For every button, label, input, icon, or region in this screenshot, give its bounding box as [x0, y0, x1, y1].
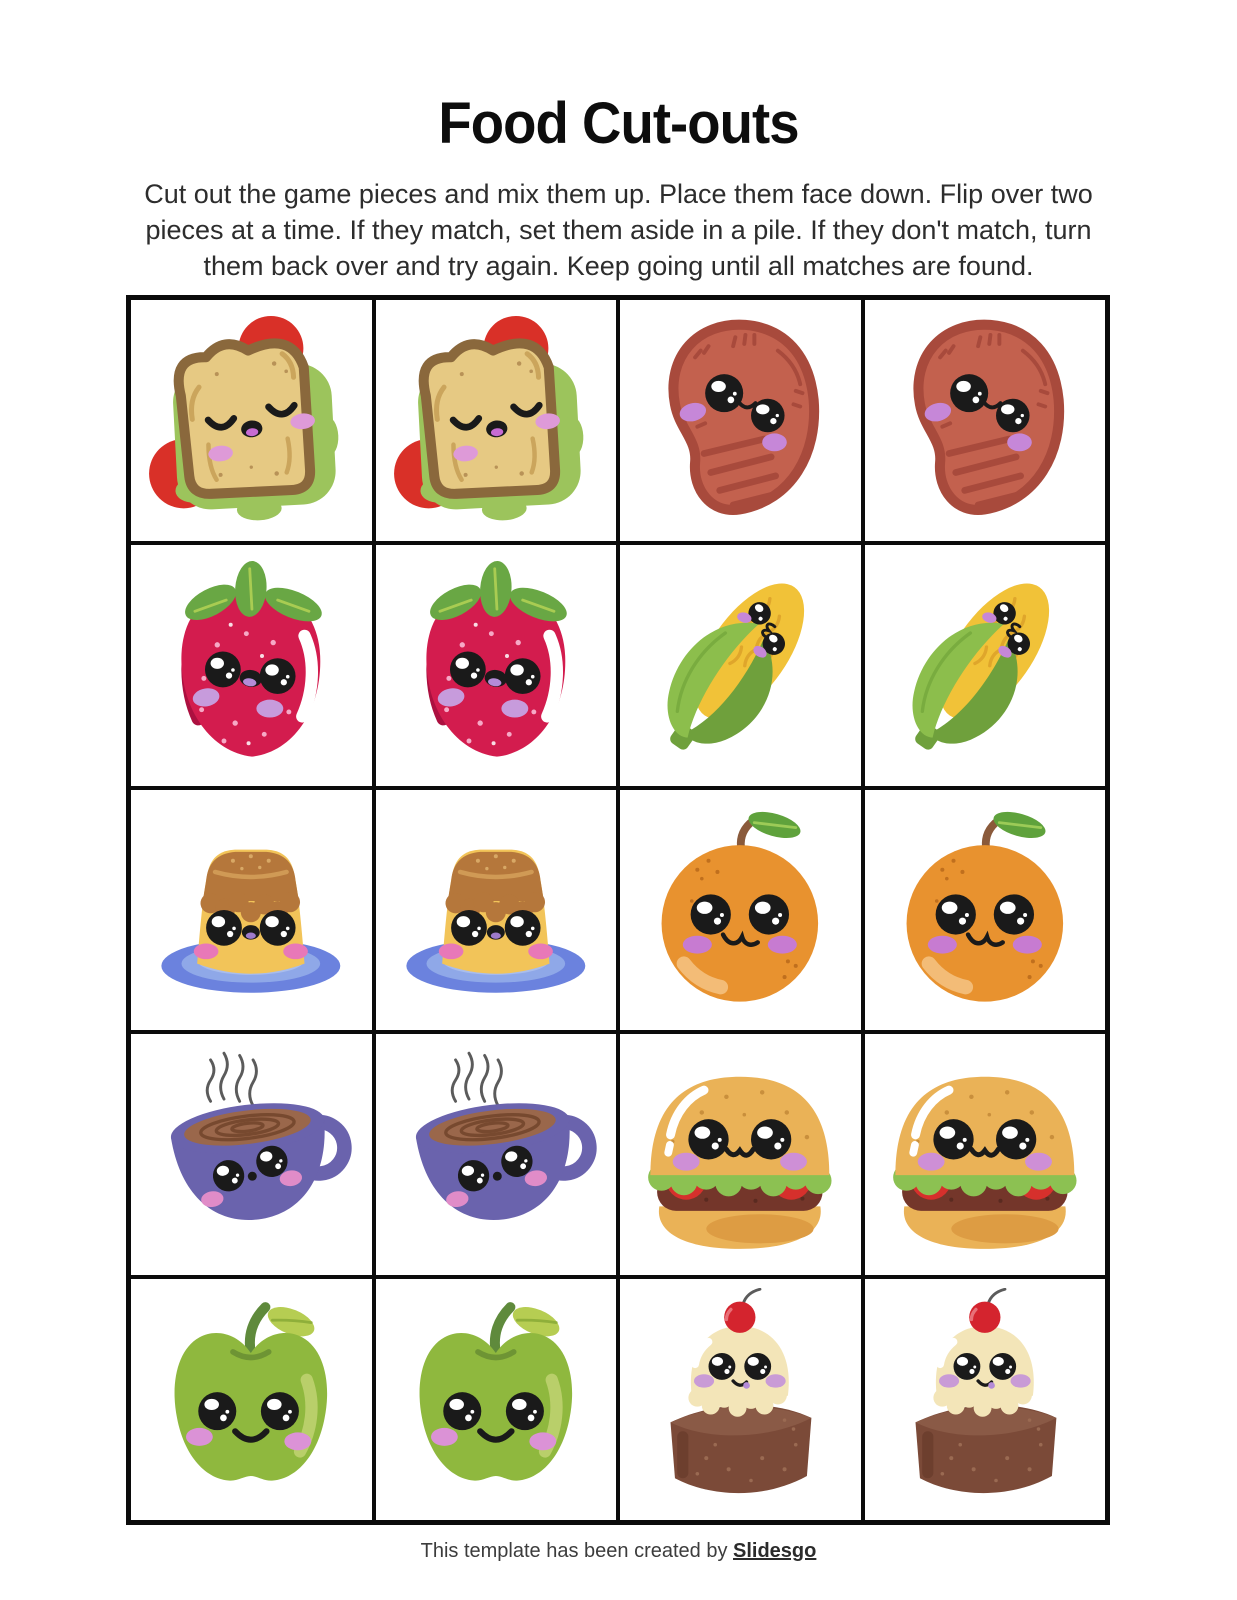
- footer-text: This template has been created by: [420, 1540, 734, 1562]
- instructions-line: them back over and try again. Keep going until all matches are found.: [203, 251, 1034, 281]
- corn-icon: [873, 553, 1097, 777]
- card-brownie: [618, 1277, 863, 1522]
- card-flan: [129, 788, 374, 1033]
- card-corn: [618, 543, 863, 788]
- card-burger: [618, 1032, 863, 1277]
- card-meat: [863, 298, 1108, 543]
- orange-icon: [873, 798, 1097, 1022]
- cutout-grid: [126, 295, 1110, 1525]
- card-sandwich: [374, 298, 619, 543]
- burger-icon: [873, 1043, 1097, 1267]
- coffee-cup-icon: [139, 1043, 363, 1267]
- card-brownie: [863, 1277, 1108, 1522]
- card-sandwich: [129, 298, 374, 543]
- slidesgo-link[interactable]: Slidesgo: [733, 1540, 817, 1562]
- instructions-line: Cut out the game pieces and mix them up. Place them face down. Flip over two: [144, 179, 1093, 209]
- footer: [0, 1540, 1237, 1563]
- flan-icon: [384, 798, 608, 1022]
- meat-icon: [873, 308, 1097, 532]
- meat-icon: [628, 308, 852, 532]
- page-title: Food Cut-outs: [438, 91, 799, 156]
- instructions-line: pieces at a time. If they match, set them aside in a pile. If they don't match, turn: [145, 215, 1092, 245]
- sandwich-icon: [139, 308, 363, 532]
- card-meat: [618, 298, 863, 543]
- card-strawberry: [129, 543, 374, 788]
- card-apple: [374, 1277, 619, 1522]
- card-burger: [863, 1032, 1108, 1277]
- instructions: [0, 176, 1237, 284]
- card-orange: [863, 788, 1108, 1033]
- strawberry-icon: [139, 553, 363, 777]
- orange-icon: [628, 798, 852, 1022]
- card-corn: [863, 543, 1108, 788]
- brownie-ice-cream-icon: [628, 1288, 852, 1512]
- flan-icon: [139, 798, 363, 1022]
- sandwich-icon: [384, 308, 608, 532]
- card-orange: [618, 788, 863, 1033]
- green-apple-icon: [384, 1288, 608, 1512]
- card-flan: [374, 788, 619, 1033]
- burger-icon: [628, 1043, 852, 1267]
- coffee-cup-icon: [384, 1043, 608, 1267]
- card-strawberry: [374, 543, 619, 788]
- green-apple-icon: [139, 1288, 363, 1512]
- corn-icon: [628, 553, 852, 777]
- card-coffee: [374, 1032, 619, 1277]
- card-apple: [129, 1277, 374, 1522]
- card-coffee: [129, 1032, 374, 1277]
- strawberry-icon: [384, 553, 608, 777]
- brownie-ice-cream-icon: [873, 1288, 1097, 1512]
